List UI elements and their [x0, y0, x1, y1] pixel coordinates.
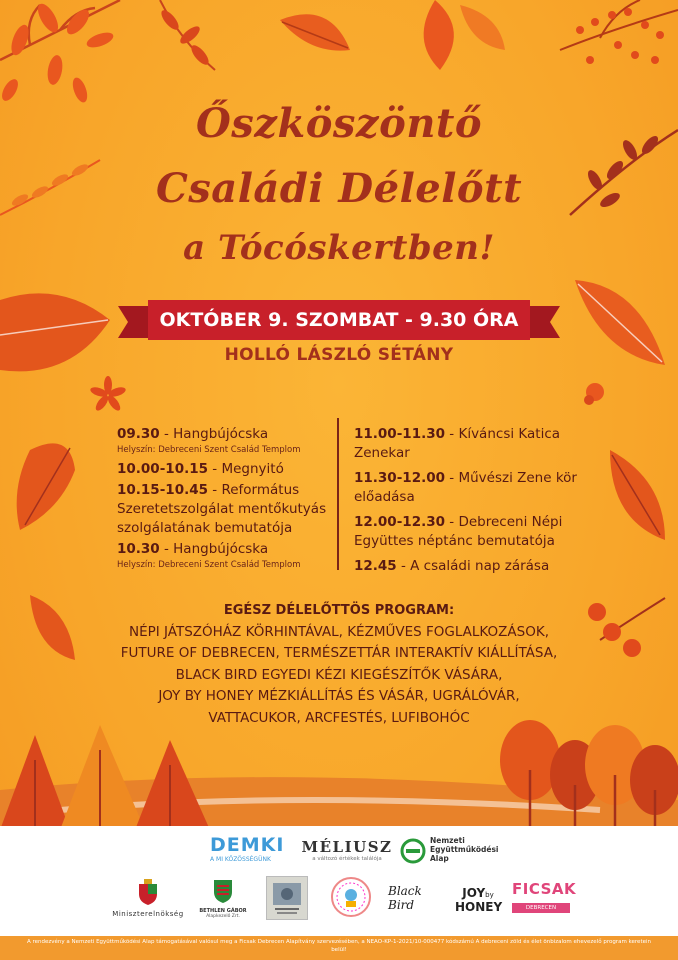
schedule-item [117, 460, 332, 479]
program-line: BLACK BIRD EGYEDI KÉZI KIEGÉSZÍTŐK VÁSÁRA, [175, 666, 503, 683]
schedule-time: 12.00-12.30 [354, 514, 446, 530]
title-line-3: a Tócóskertben! [183, 228, 495, 268]
all-morning-program [0, 600, 678, 729]
fern-top-right-icon [424, 0, 505, 70]
schedule-time: 10.30 [117, 541, 160, 557]
schedule-item [354, 557, 614, 576]
schedule-text: - Hangbújócska [159, 426, 269, 442]
honey-text: HONEY [455, 900, 503, 914]
schedule-text: - Hangbújócska [159, 541, 269, 557]
demki-logo-text: DEMKI [210, 834, 285, 856]
oak-leaf-left-icon [17, 443, 75, 530]
program-line: NÉPI JÁTSZÓHÁZ KÖRHINTÁVAL, KÉZMŰVES FOGLALKOZÁSOK, [128, 623, 549, 640]
schedule-time: 10.15-10.45 [117, 482, 209, 498]
pine-trees-icon [0, 725, 210, 830]
nea-line-1: Nemzeti [430, 836, 465, 845]
schedule-time: 12.45 [354, 558, 397, 574]
photo-icon [267, 877, 307, 919]
black-bird-text: Black Bird [388, 884, 422, 912]
round-emblem-icon [330, 876, 372, 918]
schedule-divider [337, 418, 339, 570]
program-line: VATTACUKOR, ARCFESTÉS, LUFIBOHÓC [208, 709, 470, 726]
schedule-time: 11.30-12.00 [354, 470, 446, 486]
schedule-text: - Megnyitó [208, 461, 284, 477]
schedule-left [117, 425, 332, 575]
schedule-item [117, 481, 332, 538]
schedule-item [354, 469, 614, 507]
meliusz-logo-subtext: a változó értékek találója [312, 856, 382, 862]
flower-left-icon [89, 376, 127, 413]
ministry-logo [108, 878, 188, 918]
schedule-item [354, 425, 614, 463]
schedule-venue: Helyszín: Debreceni Szent Család Templom [117, 560, 301, 570]
program-heading: EGÉSZ DÉLELŐTTÖS PROGRAM: [223, 603, 455, 618]
title-line-2: Családi Délelőtt [155, 165, 523, 212]
program-line: FUTURE OF DEBRECEN, TERMÉSZETTÁR INTERAKTÍV KIÁLLÍTÁSA, [120, 645, 558, 661]
bethlen-emblem-icon [212, 878, 234, 904]
program-line: JOY BY HONEY MÉZKIÁLLÍTÁS ÉS VÁSÁR, UGRÁLÓVÁR, [158, 688, 520, 704]
ficsak-text: FICSAK [512, 880, 577, 898]
funding-footnote: A rendezvény a Nemzeti Együttműködési Alap támogatásával valósul meg a Ficsak Debrecen Alapítvány szervezésében, a NEAO-KP-1-2021/10-000477 kódszámú A debreceni zöld és élet önbizalom ehevezelő program keretein belül! [26, 939, 651, 953]
schedule-time: 11.00-11.30 [354, 426, 446, 442]
ficsak-subtext: DEBRECEN [512, 903, 570, 913]
event-location: HOLLÓ LÁSZLÓ SÉTÁNY [224, 345, 454, 365]
joy-by-honey-logo [455, 882, 501, 914]
schedule-venue: Helyszín: Debreceni Szent Család Templom [117, 445, 301, 455]
leaf-right-lower-icon [610, 450, 665, 540]
joy-by-text: by [485, 891, 494, 899]
ficsak-logo [512, 880, 577, 913]
schedule-item [354, 513, 614, 551]
schedule-text: - Kíváncsi Katica Zenekar [354, 426, 561, 461]
schedule-item [117, 425, 332, 444]
schedule-item [117, 540, 332, 559]
event-date-time: OKTÓBER 9. SZOMBAT - 9.30 ÓRA [159, 309, 519, 331]
schedule-text: - Művészi Zene kör előadása [354, 470, 577, 505]
nea-line-2: Együttműködési [430, 845, 499, 854]
demki-logo [210, 834, 290, 863]
joy-text: JOY [462, 886, 486, 900]
black-bird-logo [388, 884, 442, 912]
photo-logo [266, 876, 308, 920]
bethlen-line-2: Alapkezelő Zrt. [206, 914, 240, 919]
schedule-time: 10.00-10.15 [117, 461, 209, 477]
bethlen-logo [198, 878, 248, 919]
bethlen-line-1: BETHLEN GÁBOR [199, 908, 247, 914]
acorn-icon [584, 383, 604, 405]
nea-emblem-icon [400, 838, 426, 864]
schedule-time: 09.30 [117, 426, 160, 442]
schedule-text: - Debreceni Népi Együttes néptánc bemutatója [354, 514, 563, 549]
schedule-text: - Református Szeretetszolgálat mentőkutyás szolgálatának bemutatója [117, 482, 327, 536]
meliusz-logo-text: MÉLIUSZ [301, 838, 393, 856]
nea-line-3: Alap [430, 854, 449, 863]
schedule-text: - A családi nap zárása [396, 558, 550, 574]
meliusz-logo [297, 838, 397, 862]
title-line-1: Őszköszöntő [195, 100, 483, 147]
schedule-right [354, 425, 614, 576]
ministry-text: Miniszterelnökség [112, 910, 184, 918]
round-logo [330, 876, 372, 922]
demki-logo-subtext: A MI KÖZÖSSÉGÜNK [210, 856, 271, 863]
hungarian-coat-of-arms-icon [137, 878, 159, 906]
